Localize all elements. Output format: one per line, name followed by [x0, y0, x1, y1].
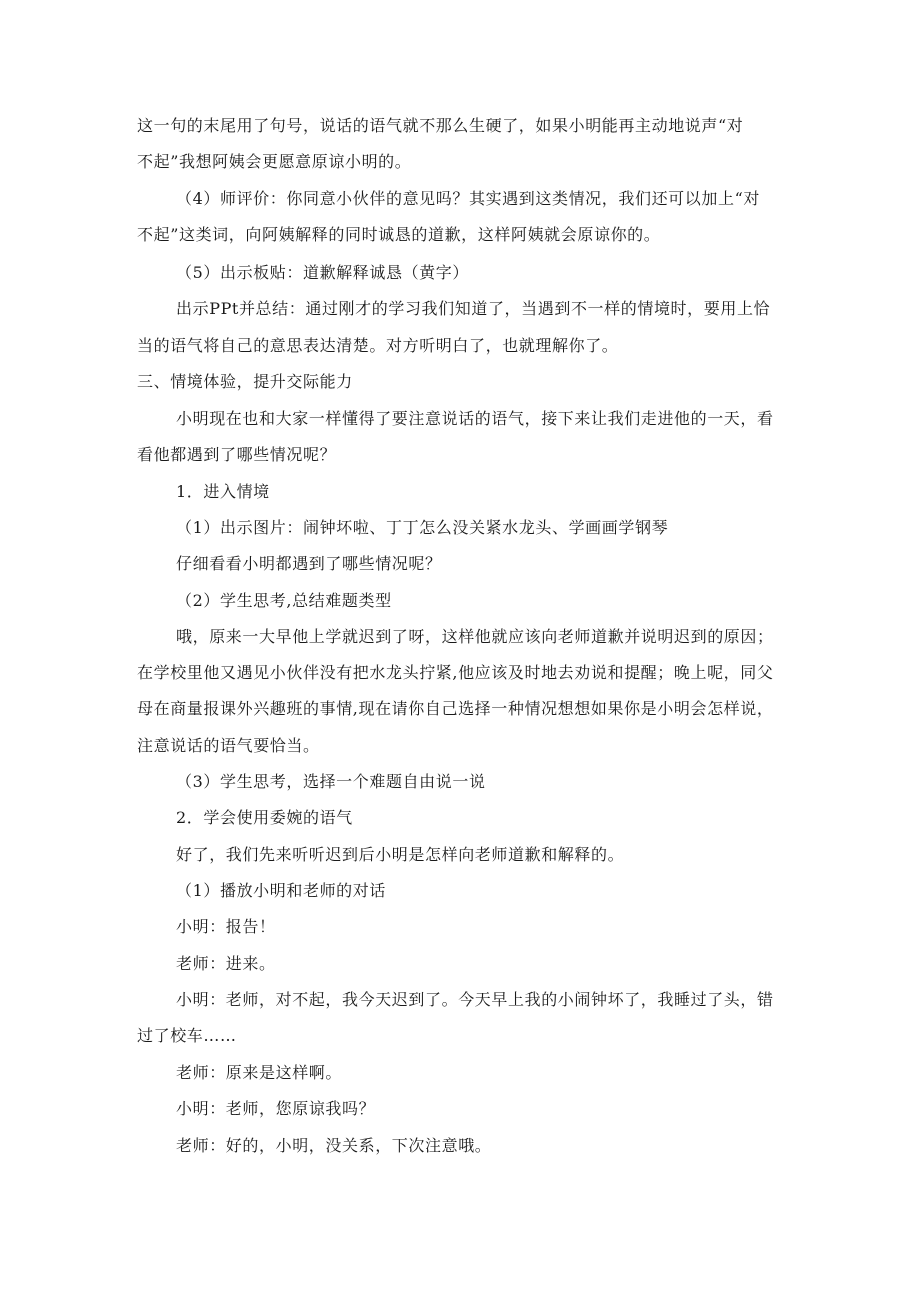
paragraph-line: （3）学生思考，选择一个难题自由说一说 [176, 772, 486, 791]
paragraph-line: 好了，我们先来听听迟到后小明是怎样向老师道歉和解释的。 [176, 845, 625, 864]
paragraph-line: （1）播放小明和老师的对话 [176, 881, 386, 900]
paragraph-line: 不起”我想阿姨会更愿意原谅小明的。 [137, 152, 412, 171]
dialogue-line: 过了校车…… [137, 1026, 237, 1045]
paragraph-line: 这一句的末尾用了句号，说话的语气就不那么生硬了，如果小明能再主动地说声“对 [137, 116, 744, 135]
paragraph-line: 母在商量报课外兴趣班的事情,现在请你自己选择一种情况想想如果你是小明会怎样说， [137, 699, 774, 718]
paragraph-line: （5）出示板贴：道歉解释诚恳（黄字） [176, 263, 469, 282]
dialogue-line: 老师：进来。 [176, 954, 276, 973]
dialogue-line: 小明：老师，您原谅我吗？ [176, 1099, 376, 1118]
paragraph-line: 在学校里他又遇见小伙伴没有把水龙头拧紧,他应该及时地去劝说和提醒；晚上呢，同父 [137, 663, 774, 682]
paragraph-line: 仔细看看小明都遇到了哪些情况呢？ [176, 554, 442, 573]
subsection-heading: 1．进入情境 [176, 482, 270, 501]
dialogue-line: 老师：原来是这样啊。 [176, 1063, 343, 1082]
paragraph-line: （1）出示图片：闹钟坏啦、丁丁怎么没关紧水龙头、学画画学钢琴 [176, 518, 669, 537]
dialogue-line: 小明：报告！ [176, 917, 276, 936]
paragraph-line: 当的语气将自己的意思表达清楚。对方听明白了，也就理解你了。 [137, 336, 619, 355]
paragraph-line: （4）师评价：你同意小伙伴的意见吗？其实遇到这类情况，我们还可以加上“对 [176, 189, 760, 208]
paragraph-line: 看他都遇到了哪些情况呢？ [137, 445, 337, 464]
paragraph-line: （2）学生思考,总结难题类型 [176, 591, 392, 610]
paragraph-line: 出示PPt并总结：通过刚才的学习我们知道了，当遇到不一样的情境时，要用上恰 [176, 299, 771, 318]
paragraph-line: 哦，原来一大早他上学就迟到了呀，这样他就应该向老师道歉并说明迟到的原因； [176, 627, 774, 646]
paragraph-line: 不起”这类词，向阿姨解释的同时诚恳的道歉，这样阿姨就会原谅你的。 [137, 225, 661, 244]
subsection-heading: 2．学会使用委婉的语气 [176, 808, 353, 827]
section-heading: 三、情境体验，提升交际能力 [137, 372, 353, 391]
dialogue-line: 小明：老师，对不起，我今天迟到了。今天早上我的小闹钟坏了，我睡过了头，错 [176, 990, 774, 1009]
dialogue-line: 老师：好的，小明，没关系，下次注意哦。 [176, 1136, 492, 1155]
paragraph-line: 注意说话的语气要恰当。 [137, 736, 320, 755]
paragraph-line: 小明现在也和大家一样懂得了要注意说话的语气，接下来让我们走进他的一天，看 [176, 409, 774, 428]
